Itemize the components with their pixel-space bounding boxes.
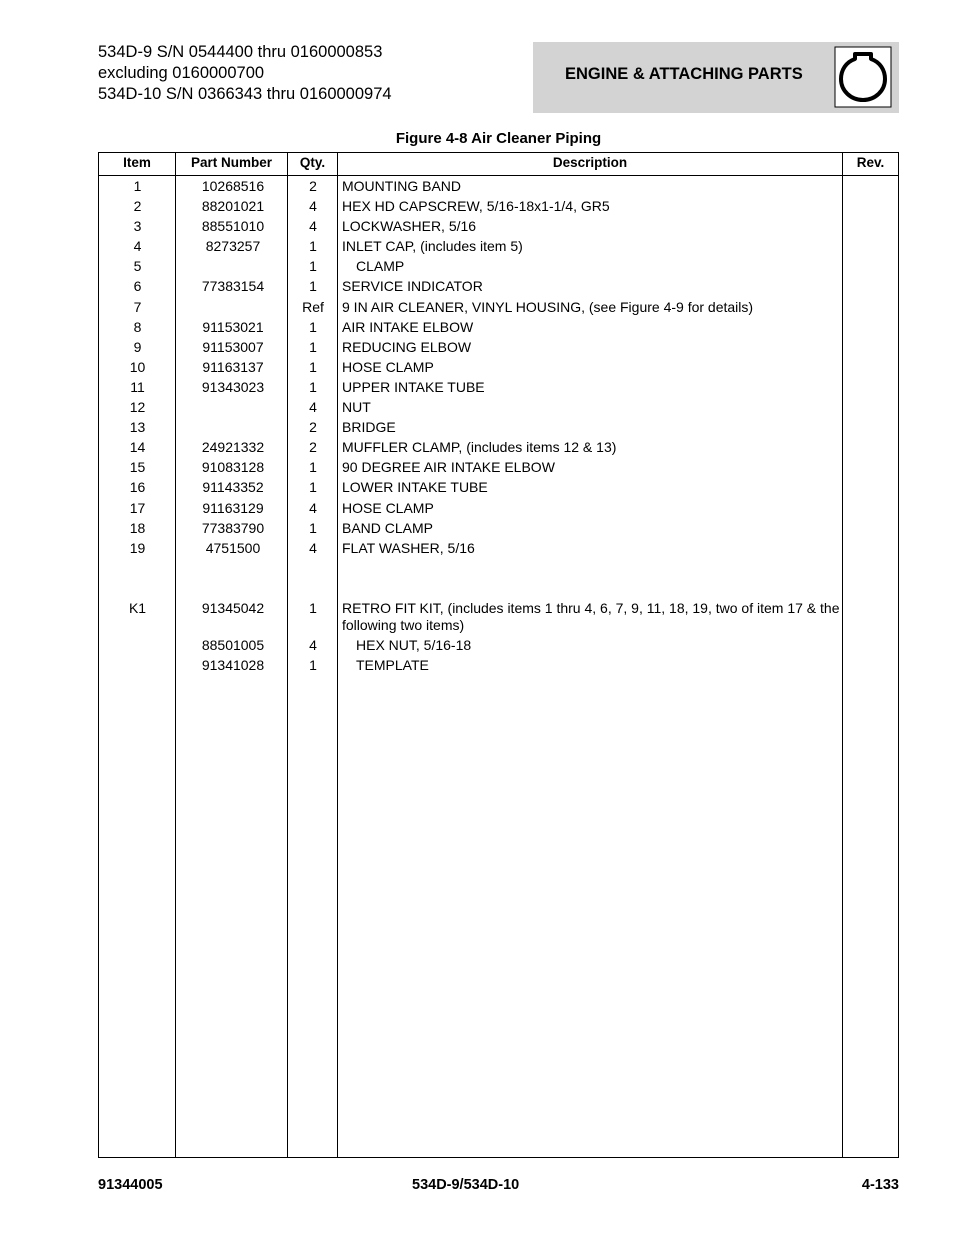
item-number: 2 [133,198,142,215]
item-number: 19 [129,539,146,556]
description: LOWER INTAKE TUBE [342,479,488,496]
quantity: 1 [309,318,317,335]
footer-page-number: 4-133 [861,1177,899,1193]
table-row [99,338,898,358]
part-number: 91153007 [202,338,264,355]
figure-title: Figure 4-8 Air Cleaner Piping [395,130,602,147]
description: BRIDGE [342,419,396,436]
table-row [99,177,898,197]
table-row [99,237,898,257]
item-number: 4 [133,238,142,255]
item-number: 11 [130,378,145,395]
table-row [99,438,898,458]
part-number: 4751500 [205,539,261,556]
part-number: 88501005 [201,636,265,653]
quantity: 1 [309,459,317,476]
serial-range [98,42,392,105]
item-number: 6 [133,278,142,295]
part-number: 91083128 [201,459,265,476]
table-row [99,539,898,559]
part-number: 91345042 [201,599,265,616]
quantity: 1 [309,358,317,375]
table-spacer-row [99,559,898,599]
table-row [99,499,898,519]
description: REDUCING ELBOW [342,338,472,355]
description: BAND CLAMP [342,519,434,536]
description: TEMPLATE [356,656,429,673]
item-number: 9 [133,338,142,355]
description: HEX HD CAPSCREW, 5/16-18x1-1/4, GR5 [342,198,610,215]
item-number: 16 [129,479,146,496]
header-qty: Qty. [299,155,326,170]
quantity: 1 [309,278,317,295]
quantity: 4 [309,636,317,653]
part-number: 91163129 [202,499,264,516]
part-number: 91143352 [202,479,264,496]
description: RETRO FIT KIT, (includes items 1 thru 4, 6, 7, 9, 11, 18, 19, two of item 17 & the following two items) [342,599,840,633]
description: AIR INTAKE ELBOW [342,318,474,335]
item-number: 7 [133,298,142,315]
quantity: 4 [309,499,317,516]
quantity: 1 [309,258,317,275]
part-number: 88551010 [201,218,265,235]
serial-line-3: 534D-10 S/N 0366343 thru 0160000974 [98,85,392,103]
description: CLAMP [356,258,405,275]
item-number: 5 [133,258,142,275]
quantity: 2 [309,178,317,194]
serial-line-1: 534D-9 S/N 0544400 thru 0160000853 [98,43,383,61]
description: 90 DEGREE AIR INTAKE ELBOW [342,459,555,476]
header-divider [99,175,898,176]
item-number: 14 [129,439,146,456]
description: NUT [342,399,371,416]
table-row [99,298,898,318]
table-row [99,197,898,217]
quantity: 1 [309,238,317,255]
table-body [99,177,898,676]
quantity: 1 [309,378,317,395]
part-number: 77383154 [201,278,265,295]
quantity: 1 [309,479,317,496]
table-row [99,217,898,237]
table-row [99,277,898,297]
table-row [99,656,898,676]
quantity: 4 [309,399,317,416]
item-number: K1 [128,599,147,616]
description: INLET CAP, (includes item 5) [342,238,523,255]
item-number: 13 [129,419,146,436]
part-number: 24921332 [201,439,265,456]
description: 9 IN AIR CLEANER, VINYL HOUSING, (see Figure 4-9 for details) [342,298,754,315]
quantity: 4 [309,218,317,235]
part-number: 77383790 [201,519,265,536]
item-number: 10 [129,358,146,375]
header-description: Description [552,155,628,170]
quantity: 1 [309,519,317,536]
quantity: 1 [309,338,317,355]
quantity: Ref [302,298,324,315]
table-row [99,318,898,338]
table-row [99,398,898,418]
section-title: ENGINE & ATTACHING PARTS [565,65,803,83]
part-number: 91153021 [202,318,264,335]
description: HEX NUT, 5/16-18 [356,636,472,653]
parts-table [98,152,899,1158]
item-number: 3 [133,218,142,235]
description: HOSE CLAMP [342,499,434,516]
item-number: 8 [133,318,142,335]
item-number: 17 [129,499,146,516]
part-number: 91341028 [201,656,265,673]
table-row [99,378,898,398]
part-number: 91163137 [202,358,264,375]
header-item: Item [123,155,151,170]
table-row [99,418,898,438]
item-number: 15 [129,459,146,476]
description: LOCKWASHER, 5/16 [342,218,477,235]
quantity: 4 [309,198,317,215]
description: MOUNTING BAND [342,178,461,194]
table-row [99,636,898,656]
item-number: 12 [129,399,146,416]
description: FLAT WASHER, 5/16 [342,539,475,556]
quantity: 2 [309,439,317,456]
header-rev: Rev. [856,155,885,170]
quantity: 1 [309,599,317,616]
quantity: 4 [309,539,317,556]
description: HOSE CLAMP [342,358,434,375]
table-row [99,257,898,277]
table-row [99,519,898,539]
section-header [533,42,899,113]
item-number: 1 [133,178,142,194]
description: MUFFLER CLAMP, (includes items 12 & 13) [342,439,617,456]
engine-icon [834,46,892,108]
description: SERVICE INDICATOR [342,278,483,295]
header-part-number: Part Number [190,155,273,170]
part-number: 8273257 [205,238,261,255]
table-row [99,478,898,498]
quantity: 1 [309,656,317,673]
quantity: 2 [309,419,317,436]
part-number: 10268516 [201,178,265,194]
table-row [99,599,898,636]
footer-model: 534D-9/534D-10 [412,1177,520,1193]
table-row [99,458,898,478]
description: UPPER INTAKE TUBE [342,378,485,395]
part-number: 88201021 [201,198,265,215]
item-number: 18 [129,519,146,536]
footer-doc-number: 91344005 [98,1177,163,1193]
serial-line-2: excluding 0160000700 [98,64,265,82]
part-number: 91343023 [201,378,265,395]
table-row [99,358,898,378]
